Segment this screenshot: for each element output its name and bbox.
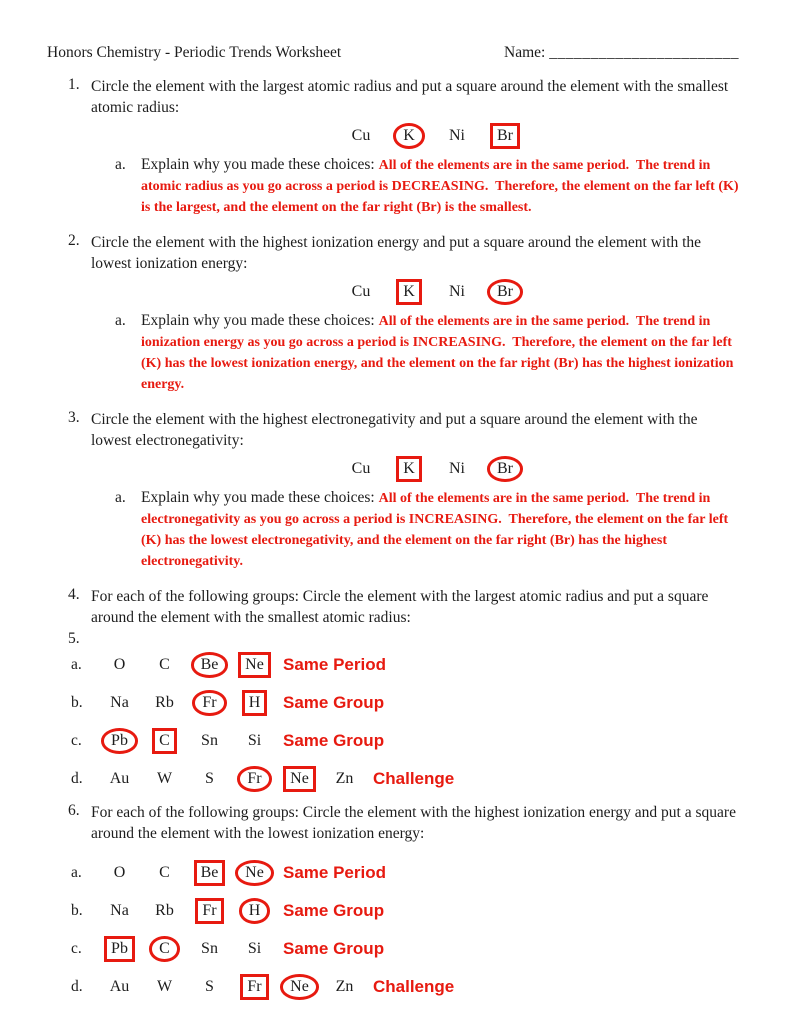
element-symbol: Cu <box>351 283 371 301</box>
element-symbol: Rb <box>155 902 174 920</box>
element-symbol: C <box>149 936 180 962</box>
answer-text-red: All of the elements are in the same period. The trend in atomic radius as you go across a period is DECREASING. Therefore, the element on the far left (K) is the largest, and the element on the far right (Br) is the smallest. <box>141 158 743 215</box>
question-6 <box>68 802 739 844</box>
sub-label: a. <box>115 489 126 506</box>
document-header <box>47 44 739 62</box>
row-label: d. <box>71 770 83 787</box>
name-blank-line: _______________________ <box>549 44 739 61</box>
element-symbol: S <box>205 770 214 788</box>
group-row-6a <box>71 858 739 888</box>
explain-prompt: Explain why you made these choices: <box>141 489 375 506</box>
element-symbol: Zn <box>335 770 354 788</box>
question-6-rows <box>47 858 739 1002</box>
element-symbol: W <box>156 978 173 996</box>
element-symbol: Fr <box>195 898 223 924</box>
element-symbol: W <box>156 770 173 788</box>
question-2a <box>115 311 739 395</box>
element-symbol: Si <box>247 940 262 958</box>
element-symbol: Si <box>247 732 262 750</box>
question-3-number: 3. <box>68 409 80 426</box>
row-label: d. <box>71 978 83 995</box>
element-symbol: K <box>396 279 422 305</box>
document-title: Honors Chemistry - Periodic Trends Worksheet <box>47 44 342 61</box>
element-symbol: O <box>113 656 126 674</box>
question-2-element-row <box>337 277 739 307</box>
element-symbol: H <box>239 898 271 924</box>
answer-text-red: All of the elements are in the same period. The trend in ionization energy as you go across a period is INCREASING. Therefore, the element on the far left (K) has the lowest ionization energy, and the element on the far right (Br) has the highest ionization energy. <box>141 314 737 392</box>
row-label: c. <box>71 732 82 749</box>
element-symbol: O <box>113 864 126 882</box>
element-symbol: Zn <box>335 978 354 996</box>
element-symbol: Cu <box>351 127 371 145</box>
row-label: a. <box>71 656 82 673</box>
group-tag: Same Period <box>283 863 386 882</box>
question-4-text: For each of the following groups: Circle the element with the largest atomic radius and put a square around the element with the smallest atomic radius: <box>91 588 709 626</box>
element-symbol: Au <box>109 978 130 996</box>
group-row-5c <box>71 726 739 756</box>
element-symbol: Ni <box>449 127 465 145</box>
element-symbol: Fr <box>240 974 268 1000</box>
name-label: Name: <box>504 44 546 61</box>
element-symbol: Ne <box>238 652 271 678</box>
question-1-element-row <box>337 121 739 151</box>
explain-prompt: Explain why you made these choices: <box>141 156 375 173</box>
element-symbol: S <box>205 978 214 996</box>
element-symbol: Ni <box>449 460 465 478</box>
question-2-text: Circle the element with the highest ionization energy and put a square around the element with the lowest ionization energy: <box>91 234 702 272</box>
group-tag: Same Group <box>283 939 385 958</box>
element-symbol: Cu <box>351 460 371 478</box>
question-6-number: 6. <box>68 802 80 819</box>
explain-prompt: Explain why you made these choices: <box>141 312 375 329</box>
element-symbol: Ni <box>449 283 465 301</box>
group-tag: Challenge <box>373 977 455 996</box>
question-3a <box>115 488 739 572</box>
element-symbol: Sn <box>201 940 218 958</box>
element-symbol: Fr <box>192 690 226 716</box>
element-symbol: C <box>159 656 170 674</box>
group-row-6b <box>71 896 739 926</box>
group-row-5a <box>71 650 739 680</box>
question-2-number: 2. <box>68 232 80 249</box>
group-tag: Same Period <box>283 655 386 674</box>
element-symbol: Ne <box>280 974 319 1000</box>
element-symbol: Pb <box>104 936 135 962</box>
element-symbol: H <box>242 690 268 716</box>
group-tag: Same Group <box>283 731 385 750</box>
question-3 <box>68 409 739 572</box>
sub-label: a. <box>115 156 126 173</box>
sub-label: a. <box>115 312 126 329</box>
question-3-element-row <box>337 454 739 484</box>
element-symbol: Na <box>110 902 129 920</box>
row-label: b. <box>71 902 83 919</box>
element-symbol: Na <box>110 694 129 712</box>
name-field <box>504 44 739 62</box>
element-symbol: Pb <box>101 728 138 754</box>
row-label: a. <box>71 864 82 881</box>
group-tag: Same Group <box>283 693 385 712</box>
row-label: b. <box>71 694 83 711</box>
question-3-text: Circle the element with the highest electronegativity and put a square around the element with the lowest electronegativity: <box>91 411 698 449</box>
group-row-5b <box>71 688 739 718</box>
question-5-rows <box>47 650 739 794</box>
question-4-number: 4. <box>68 586 80 603</box>
question-4 <box>68 586 739 628</box>
group-row-5d <box>71 764 739 794</box>
question-1-text: Circle the element with the largest atomic radius and put a square around the element with the smallest atomic radius: <box>91 78 729 116</box>
element-symbol: K <box>396 456 422 482</box>
row-label: c. <box>71 940 82 957</box>
group-row-6c <box>71 934 739 964</box>
element-symbol: C <box>152 728 177 754</box>
element-symbol: Rb <box>155 694 174 712</box>
question-1a <box>115 155 743 218</box>
element-symbol: C <box>159 864 170 882</box>
question-6-text: For each of the following groups: Circle the element with the highest ionization energy and put a square around the element with the lowest ionization energy: <box>91 804 736 842</box>
element-symbol: Br <box>487 279 523 305</box>
group-row-6d <box>71 972 739 1002</box>
element-symbol: Au <box>109 770 130 788</box>
question-1 <box>68 76 743 218</box>
element-symbol: Br <box>490 123 520 149</box>
element-symbol: Be <box>191 652 229 678</box>
answer-text-red: All of the elements are in the same period. The trend in electronegativity as you go across a period is INCREASING. Therefore, the element on the far left (K) has the lowest electronegativity, and the element on the far right (Br) has the highest electronegativity. <box>141 491 732 569</box>
element-symbol: Ne <box>283 766 316 792</box>
element-symbol: Ne <box>235 860 274 886</box>
group-tag: Challenge <box>373 769 455 788</box>
element-symbol: Br <box>487 456 523 482</box>
question-2 <box>68 232 739 395</box>
element-symbol: Sn <box>201 732 218 750</box>
question-5-number: 5. <box>68 630 80 647</box>
element-symbol: K <box>393 123 425 149</box>
group-tag: Same Group <box>283 901 385 920</box>
element-symbol: Fr <box>237 766 271 792</box>
question-1-number: 1. <box>68 76 80 93</box>
element-symbol: Be <box>194 860 226 886</box>
